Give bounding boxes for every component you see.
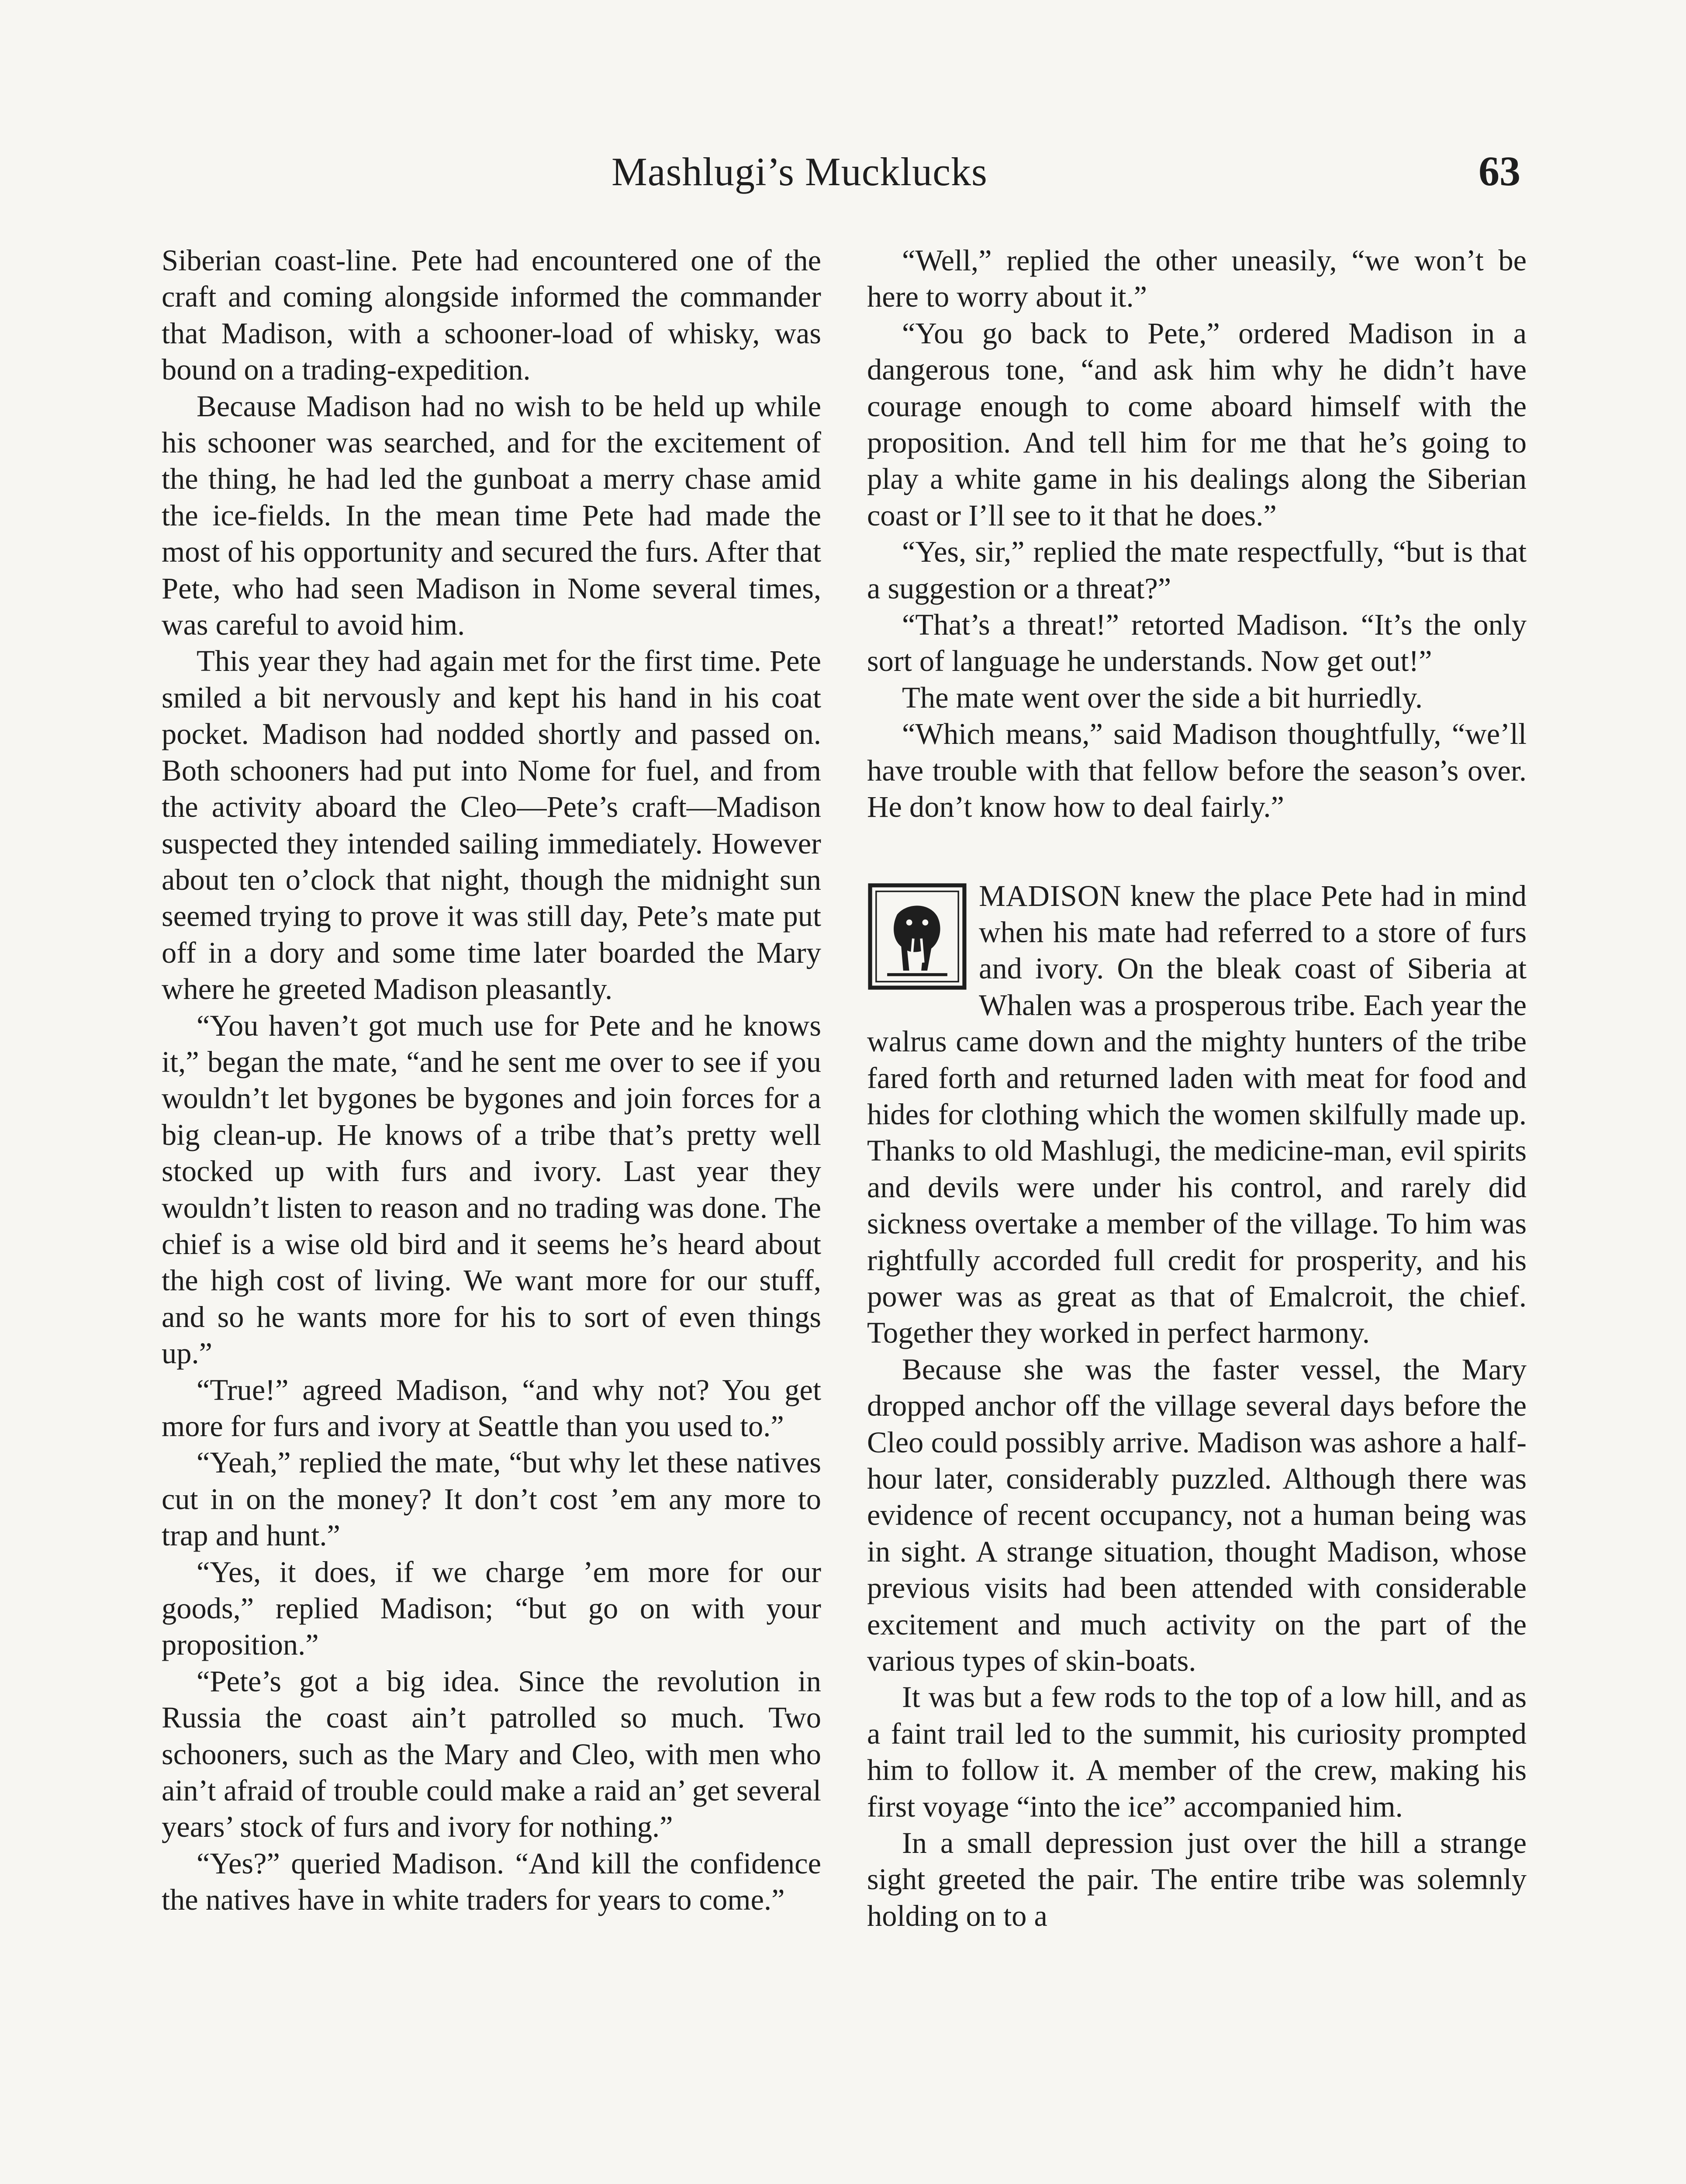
paragraph: “Well,” replied the other uneasily, “we won’t be here to worry about it.” — [867, 244, 1527, 314]
page-number: 63 — [1479, 148, 1520, 194]
paragraph: This year they had again met for the first time. Pete smiled a bit nervously and kept his hand in his coat pocket. Madison had nodded shortly and passed on. Both schooners had put into Nome for fuel, and from the activity aboard the Cleo—Pete’s craft—Madison suspected they intended sailing immediately. However about ten o’clock that night, though the midnight sun seemed trying to prove it was still day, Pete’s mate put off in a dory and some time later boarded the Mary where he greeted Madison pleasantly. — [162, 644, 821, 1006]
paragraph: “That’s a threat!” retorted Madison. “It’s the only sort of language he understands. Now get out!” — [867, 608, 1527, 678]
paragraph: “True!” agreed Madison, “and why not? You get more for furs and ivory at Seattle than you used to.” — [162, 1373, 821, 1443]
paragraph: Siberian coast-line. Pete had encountered one of the craft and coming alongside informed the commander that Madison, with a schooner-load of whisky, was bound on a trading-expedition. — [162, 244, 821, 387]
paragraph: It was but a few rods to the top of a low hill, and as a faint trail led to the summit, his curiosity prompted him to follow it. A member of the crew, making his first voyage “into the ice” accompanied him. — [867, 1680, 1527, 1823]
left-column — [162, 242, 821, 1918]
running-title: Mashlugi’s Mucklucks — [612, 149, 988, 194]
lead-text: knew the place Pete had in mind when his mate had referred to a store of furs and ivory. On the bleak coast of Siberia at Whalen was a prosperous tribe. Each year the walrus came down and the mighty hunters of the tribe fared forth and returned laden with meat for food and hides for clothing which the women skilfully made up. Thanks to old Mashlugi, the medicine-man, evil spirits and devils were under his control, and rarely did sickness overtake a member of the village. To him was rightfully accorded full credit for prosperity, and his power was as great as that of Emalcroit, the chief. Together they worked in perfect harmony. — [867, 879, 1527, 1350]
section-opening — [867, 878, 1527, 1351]
paragraph: “Yes?” queried Madison. “And kill the confidence the natives have in white traders for years to come.” — [162, 1846, 821, 1917]
paragraph: In a small depression just over the hill a strange sight greeted the pair. The entire tribe was solemnly holding on to a — [867, 1826, 1527, 1932]
lead-small-caps: MADISON — [979, 879, 1122, 912]
paragraph: “Yes, it does, if we charge ’em more for our goods,” replied Madison; “but go on with your proposition.” — [162, 1555, 821, 1662]
walrus-drop-cap-icon — [867, 882, 967, 991]
paragraph: “Yes, sir,” replied the mate respectfully, “but is that a suggestion or a threat?” — [867, 535, 1527, 605]
paragraph: Because Madison had no wish to be held up while his schooner was searched, and for the excitement of the thing, he had led the gunboat a merry chase amid the ice-fields. In the mean time Pete had made the most of his opportunity and secured the furs. After that Pete, who had seen Madison in Nome several times, was careful to avoid him. — [162, 389, 821, 642]
paragraph: Because she was the faster vessel, the Mary dropped anchor off the village several days before the Cleo could possibly arrive. Madison was ashore a half-hour later, considerably puzzled. Although there was evidence of recent occupancy, not a human being was in sight. A strange situation, thought Madison, whose previous visits had been attended with considerable excitement and much activity on the part of the various types of skin-boats. — [867, 1352, 1527, 1678]
section-break — [867, 826, 1527, 878]
paragraph: “Yeah,” replied the mate, “but why let these natives cut in on the money? It don’t cost ’em any more to trap and hunt.” — [162, 1446, 821, 1552]
paragraph: “You haven’t got much use for Pete and he knows it,” began the mate, “and he sent me over to see if you wouldn’t let bygones be bygones and join forces for a big clean-up. He knows of a tribe that’s pretty well stocked up with furs and ivory. Last year they wouldn’t listen to reason and no trading was done. The chief is a wise old bird and it seems he’s heard about the high cost of living. We want more for our stuff, and so he wants more for his to sort of even things up.” — [162, 1009, 821, 1370]
paragraph: “Which means,” said Madison thoughtfully, “we’ll have trouble with that fellow before the season’s over. He don’t know how to deal fairly.” — [867, 717, 1527, 824]
paragraph: The mate went over the side a bit hurriedly. — [902, 681, 1423, 714]
right-column — [867, 242, 1527, 1934]
paragraph: “Pete’s got a big idea. Since the revolution in Russia the coast ain’t patrolled so much. Two schooners, such as the Mary and Cleo, with men who ain’t afraid of trouble could make a raid an’ get several years’ stock of furs and ivory for nothing.” — [162, 1664, 821, 1844]
paragraph: “You go back to Pete,” ordered Madison in a dangerous tone, “and ask him why he didn’t have courage enough to come aboard himself with the proposition. And tell him for me that he’s going to play a white game in his dealings along the Siberian coast or I’ll see to it that he does.” — [867, 316, 1527, 532]
